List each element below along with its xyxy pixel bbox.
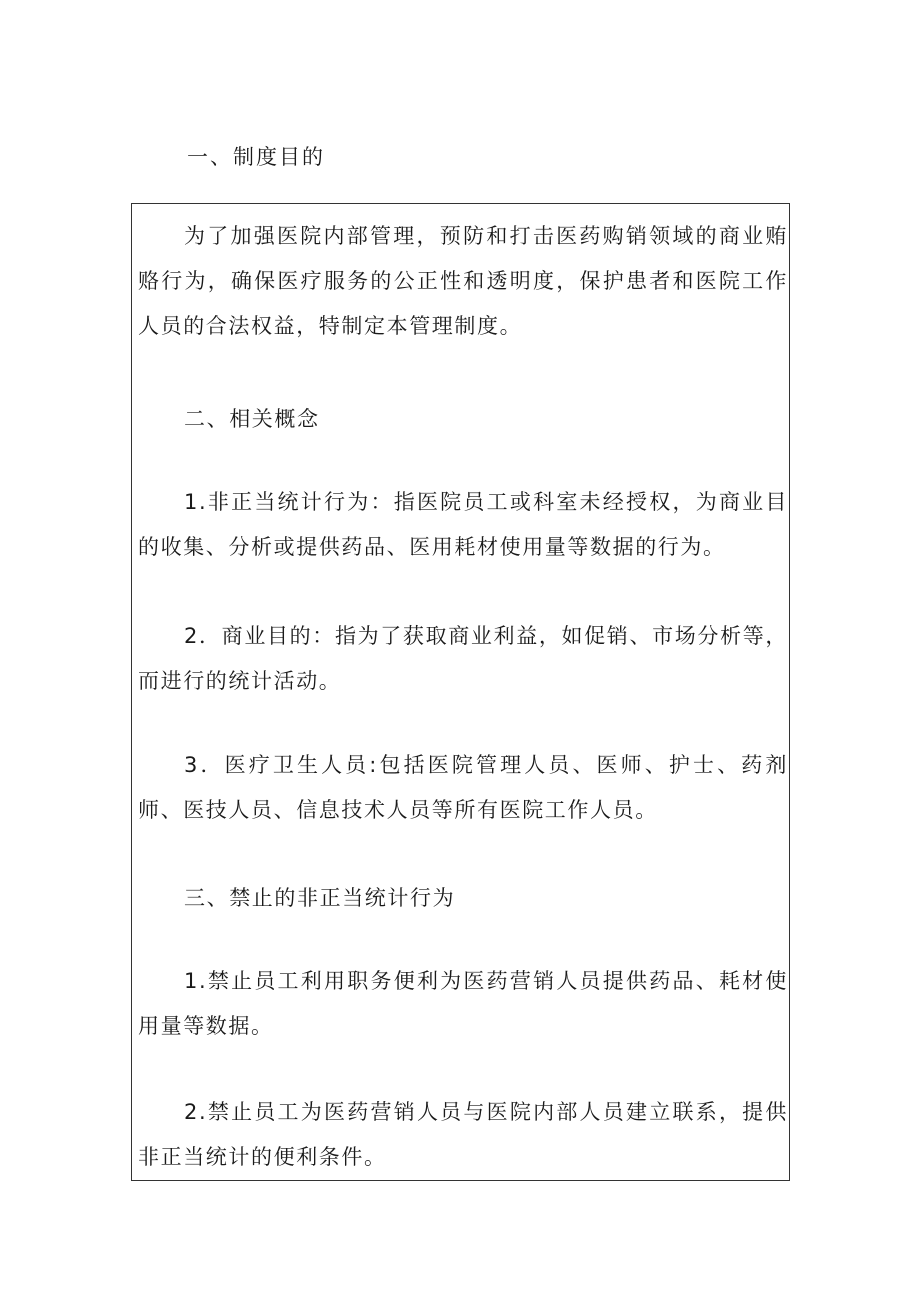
section-2-item-2: 2．商业目的：指为了获取商业利益，如促销、市场分析等，而进行的统计活动。 [138, 624, 788, 693]
section-3-item-1: 1.禁止员工利用职务便利为医药营销人员提供药品、耗材使用量等数据。 [138, 969, 788, 1038]
section-2-item-1: 1.非正当统计行为：指医院员工或科室未经授权，为商业目的收集、分析或提供药品、医用耗材使用量等数据的行为。 [138, 490, 788, 559]
section-1-paragraph: 为了加强医院内部管理，预防和打击医药购销领域的商业贿赂行为，确保医疗服务的公正性和透明度，保护患者和医院工作人员的合法权益，特制定本管理制度。 [138, 224, 788, 338]
section-3-item-2: 2.禁止员工为医药营销人员与医院内部人员建立联系，提供非正当统计的便利条件。 [138, 1100, 788, 1169]
section-1-heading: 一、制度目的 [187, 145, 325, 169]
content-frame [131, 203, 790, 1181]
section-2-item-3: 3．医疗卫生人员:包括医院管理人员、医师、护士、药剂师、医技人员、信息技术人员等所有医院工作人员。 [138, 753, 788, 822]
section-2-heading: 二、相关概念 [184, 407, 320, 431]
section-3-heading: 三、禁止的非正当统计行为 [184, 886, 456, 910]
